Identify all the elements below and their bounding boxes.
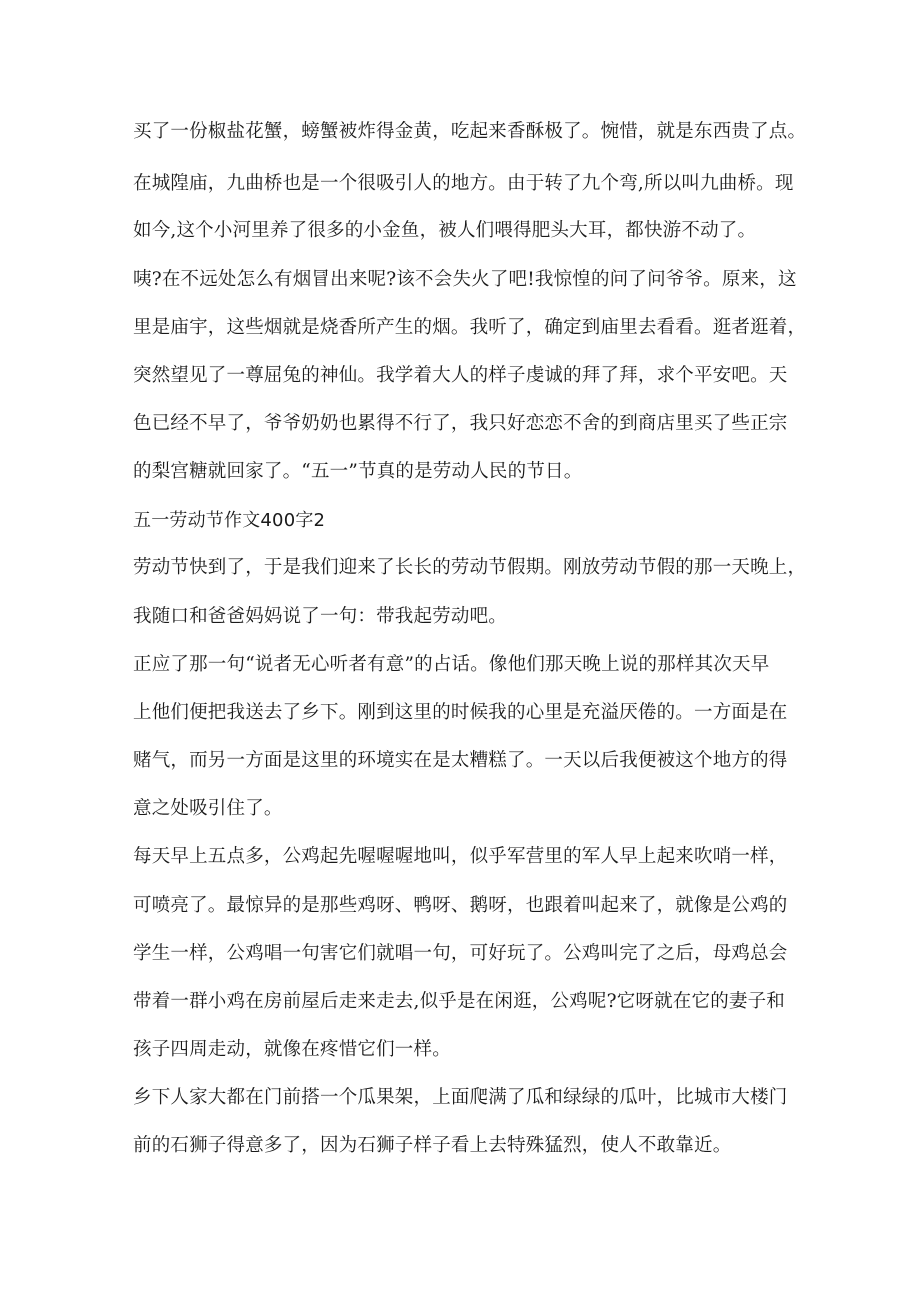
text-line: 色已经不早了，爷爷奶奶也累得不行了，我只好恋恋不舍的到商店里买了些正宗 xyxy=(133,413,788,434)
text-line: 前的石狮子得意多了，因为石狮子样子看上去特殊猛烈，使人不敢靠近。 xyxy=(133,1135,732,1156)
text-line: 里是庙宇，这些烟就是烧香所产生的烟。我听了，确定到庙里去看看。逛者逛着， xyxy=(133,317,807,338)
text-line: 可喷亮了。最惊异的是那些鸡呀、鸭呀、鹅呀，也跟着叫起来了，就像是公鸡的 xyxy=(133,895,788,916)
text-line: 正应了那一句“说者无心听者有意”的占话。像他们那天晚上说的那样其次天早 xyxy=(133,654,770,675)
text-line: 在城隍庙，九曲桥也是一个很吸引人的地方。由于转了九个弯,所以叫九曲桥。现 xyxy=(133,173,794,194)
text-line: 劳动节快到了，于是我们迎来了长长的劳动节假期。刚放劳动节假的那一天晚上， xyxy=(133,557,807,578)
text-line: 学生一样，公鸡唱一句害它们就唱一句，可好玩了。公鸡叫完了之后，母鸡总会 xyxy=(133,943,788,964)
text-line: 上他们便把我送去了乡下。刚到这里的时候我的心里是充溢厌倦的。一方面是在 xyxy=(133,702,788,723)
text-line: 带着一群小鸡在房前屋后走来走去,似乎是在闲逛，公鸡呢?它呀就在它的妻子和 xyxy=(133,991,786,1012)
text-line: 每天早上五点多，公鸡起先喔喔喔地叫，似乎军营里的军人早上起来吹哨一样， xyxy=(133,846,788,867)
text-line: 如今,这个小河里养了很多的小金鱼，被人们喂得肥头大耳，都快游不动了。 xyxy=(133,220,757,241)
text-line: 的梨宫糖就回家了。“五一”节真的是劳动人民的节日。 xyxy=(133,461,583,482)
text-line: 买了一份椒盐花蟹，螃蟹被炸得金黄，吃起来香酥极了。惋惜，就是东西贵了点。 xyxy=(133,121,807,142)
section-heading: 五一劳动节作文400字2 xyxy=(133,510,326,531)
text-line: 孩子四周走动，就像在疼惜它们一样。 xyxy=(133,1039,451,1060)
text-line: 乡下人家大都在门前搭一个瓜果架，上面爬满了瓜和绿绿的瓜叶，比城市大楼门 xyxy=(133,1087,788,1108)
text-line: 咦?在不远处怎么有烟冒出来呢?该不会失火了吧!我惊惶的问了问爷爷。原来，这 xyxy=(133,269,797,290)
text-line: 赌气，而另一方面是这里的环境实在是太糟糕了。一天以后我便被这个地方的得 xyxy=(133,750,788,771)
text-line: 我随口和爸爸妈妈说了一句：带我起劳动吧。 xyxy=(133,606,508,627)
text-line: 突然望见了一尊屈兔的神仙。我学着大人的样子虔诚的拜了拜，求个平安吧。天 xyxy=(133,365,788,386)
text-line: 意之处吸引住了。 xyxy=(133,798,283,819)
